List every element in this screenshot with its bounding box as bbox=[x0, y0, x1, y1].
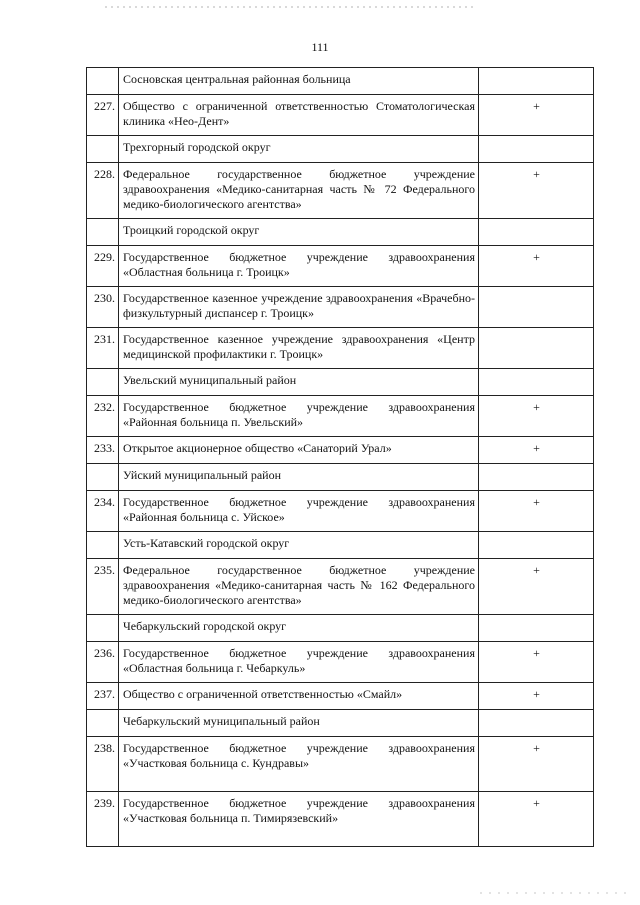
row-number bbox=[87, 68, 119, 95]
district-name: Уйский муниципальный район bbox=[119, 464, 479, 491]
participation-mark bbox=[479, 464, 594, 491]
row-number bbox=[87, 532, 119, 559]
institutions-table-body bbox=[87, 68, 594, 847]
institution-row bbox=[87, 792, 594, 847]
participation-mark: + bbox=[479, 396, 594, 437]
participation-mark: + bbox=[479, 95, 594, 136]
institution-name: Государственное казенное учреждение здравоохранения «Врачебно-физкультурный диспансер г. Троицк» bbox=[119, 287, 479, 328]
district-name: Трехгорный городской округ bbox=[119, 136, 479, 163]
scan-noise-bottom bbox=[480, 892, 630, 894]
district-header-row bbox=[87, 136, 594, 163]
district-header-row bbox=[87, 615, 594, 642]
district-name: Усть-Катавский городской округ bbox=[119, 532, 479, 559]
institution-row bbox=[87, 737, 594, 792]
participation-mark: + bbox=[479, 491, 594, 532]
row-number bbox=[87, 369, 119, 396]
participation-mark bbox=[479, 532, 594, 559]
institution-name: Государственное бюджетное учреждение здравоохранения «Районная больница п. Увельский» bbox=[119, 396, 479, 437]
institution-row bbox=[87, 95, 594, 136]
row-number: 229. bbox=[87, 246, 119, 287]
row-number: 228. bbox=[87, 163, 119, 219]
institution-name: Государственное бюджетное учреждение здравоохранения «Участковая больница п. Тимирязевский» bbox=[119, 792, 479, 847]
institution-row bbox=[87, 491, 594, 532]
row-number: 233. bbox=[87, 437, 119, 464]
district-header-row bbox=[87, 369, 594, 396]
row-number: 231. bbox=[87, 328, 119, 369]
row-number bbox=[87, 464, 119, 491]
row-number: 239. bbox=[87, 792, 119, 847]
row-number: 230. bbox=[87, 287, 119, 328]
participation-mark bbox=[479, 328, 594, 369]
participation-mark: + bbox=[479, 559, 594, 615]
institutions-table bbox=[86, 67, 594, 847]
participation-mark: + bbox=[479, 792, 594, 847]
row-number bbox=[87, 219, 119, 246]
participation-mark bbox=[479, 136, 594, 163]
row-number: 227. bbox=[87, 95, 119, 136]
institution-row bbox=[87, 683, 594, 710]
district-header-row bbox=[87, 710, 594, 737]
row-number bbox=[87, 615, 119, 642]
row-number: 237. bbox=[87, 683, 119, 710]
participation-mark bbox=[479, 369, 594, 396]
institution-row bbox=[87, 163, 594, 219]
district-name: Увельский муниципальный район bbox=[119, 369, 479, 396]
district-name: Троицкий городской округ bbox=[119, 219, 479, 246]
district-header-row bbox=[87, 532, 594, 559]
participation-mark bbox=[479, 710, 594, 737]
row-number: 238. bbox=[87, 737, 119, 792]
district-header-row bbox=[87, 68, 594, 95]
participation-mark bbox=[479, 68, 594, 95]
row-number: 232. bbox=[87, 396, 119, 437]
district-name: Сосновская центральная районная больница bbox=[119, 68, 479, 95]
institution-name: Федеральное государственное бюджетное учреждение здравоохранения «Медико-санитарная часть № 72 Федерального медико-биологического агентства» bbox=[119, 163, 479, 219]
institution-name: Государственное бюджетное учреждение здравоохранения «Участковая больница с. Кундравы» bbox=[119, 737, 479, 792]
page-number: 111 bbox=[311, 40, 329, 54]
participation-mark: + bbox=[479, 437, 594, 464]
institution-row bbox=[87, 559, 594, 615]
participation-mark: + bbox=[479, 683, 594, 710]
participation-mark bbox=[479, 287, 594, 328]
institution-name: Государственное бюджетное учреждение здравоохранения «Районная больница с. Уйское» bbox=[119, 491, 479, 532]
participation-mark bbox=[479, 615, 594, 642]
institution-name: Федеральное государственное бюджетное учреждение здравоохранения «Медико-санитарная часть № 162 Федерального медико-биологического агентства» bbox=[119, 559, 479, 615]
institution-name: Общество с ограниченной ответственностью «Смайл» bbox=[119, 683, 479, 710]
institution-row bbox=[87, 396, 594, 437]
institution-name: Государственное бюджетное учреждение здравоохранения «Областная больница г. Чебаркуль» bbox=[119, 642, 479, 683]
institution-row bbox=[87, 328, 594, 369]
institution-name: Государственное бюджетное учреждение здравоохранения «Областная больница г. Троицк» bbox=[119, 246, 479, 287]
participation-mark: + bbox=[479, 246, 594, 287]
participation-mark: + bbox=[479, 163, 594, 219]
participation-mark: + bbox=[479, 642, 594, 683]
row-number: 235. bbox=[87, 559, 119, 615]
institution-row bbox=[87, 642, 594, 683]
institution-name: Общество с ограниченной ответственностью Стоматологическая клиника «Нео-Дент» bbox=[119, 95, 479, 136]
district-header-row bbox=[87, 219, 594, 246]
institution-row bbox=[87, 246, 594, 287]
row-number bbox=[87, 710, 119, 737]
institution-name: Открытое акционерное общество «Санаторий Урал» bbox=[119, 437, 479, 464]
institution-name: Государственное казенное учреждение здравоохранения «Центр медицинской профилактики г. Троицк» bbox=[119, 328, 479, 369]
institution-row bbox=[87, 287, 594, 328]
district-name: Чебаркульский городской округ bbox=[119, 615, 479, 642]
participation-mark: + bbox=[479, 737, 594, 792]
row-number: 234. bbox=[87, 491, 119, 532]
institution-row bbox=[87, 437, 594, 464]
scan-noise-top bbox=[105, 6, 475, 8]
row-number: 236. bbox=[87, 642, 119, 683]
district-header-row bbox=[87, 464, 594, 491]
participation-mark bbox=[479, 219, 594, 246]
district-name: Чебаркульский муниципальный район bbox=[119, 710, 479, 737]
row-number bbox=[87, 136, 119, 163]
